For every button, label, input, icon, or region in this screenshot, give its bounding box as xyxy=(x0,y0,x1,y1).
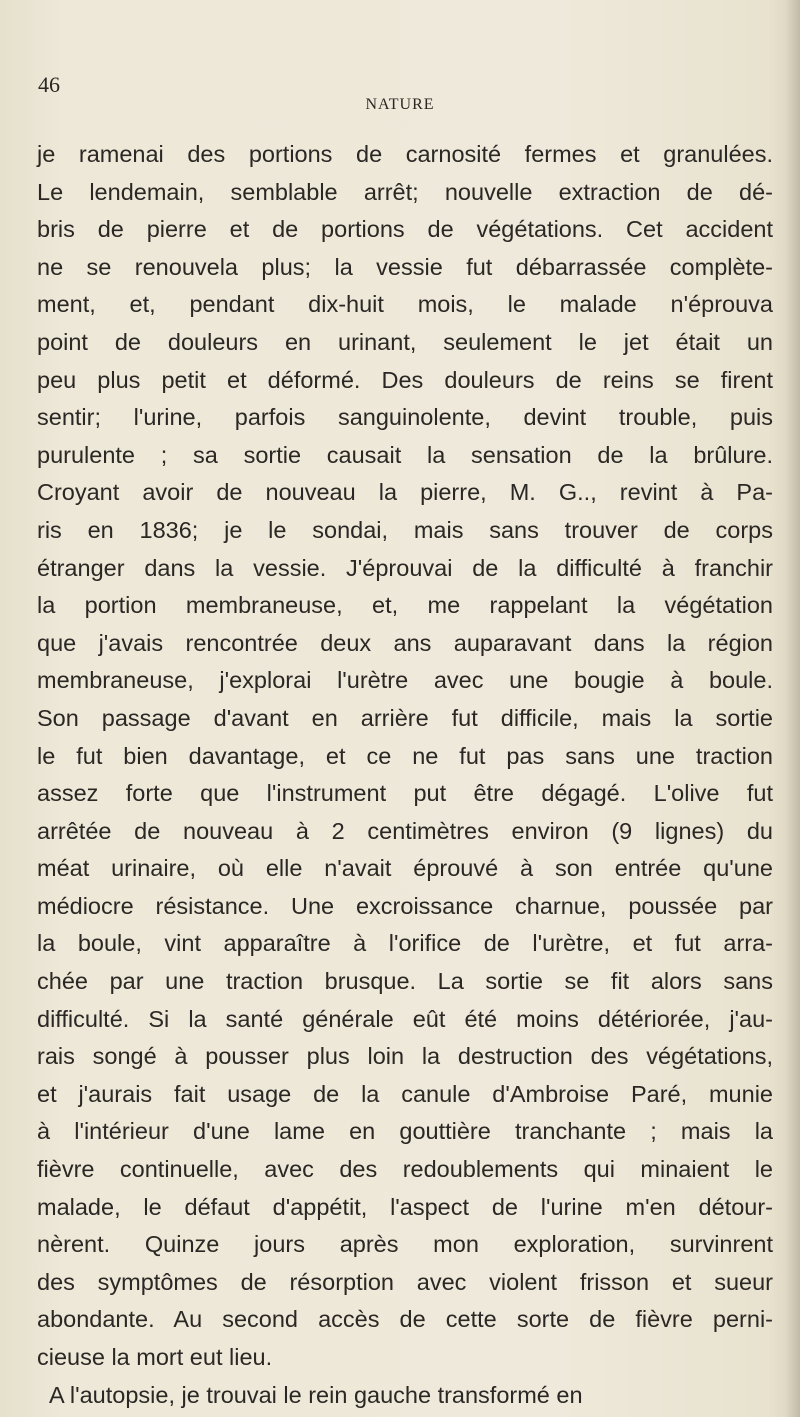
text-line: bris de pierre et de portions de végétations. Cet accident xyxy=(37,216,773,243)
running-head: NATURE xyxy=(365,96,435,113)
text-line: ne se renouvela plus; la vessie fut débarrassée complète- xyxy=(37,253,773,280)
text-line: chée par une traction brusque. La sortie se fit alors sans xyxy=(37,968,773,995)
text-line: point de douleurs en urinant, seulement le jet était un xyxy=(37,328,773,355)
text-line: le fut bien davantage, et ce ne fut pas sans une traction xyxy=(37,742,773,769)
page-number: 46 xyxy=(38,72,60,97)
text-line: Le lendemain, semblable arrêt; nouvelle extraction de dé- xyxy=(37,178,773,205)
text-line: nèrent. Quinze jours après mon exploration, survinrent xyxy=(37,1231,773,1258)
text-line: fièvre continuelle, avec des redoublements qui minaient le xyxy=(37,1156,773,1183)
text-line: assez forte que l'instrument put être dégagé. L'olive fut xyxy=(37,780,773,807)
text-line: méat urinaire, où elle n'avait éprouvé à son entrée qu'une xyxy=(37,855,773,882)
page-edge-shadow xyxy=(786,0,800,1417)
text-line: la boule, vint apparaître à l'orifice de l'urètre, et fut arra- xyxy=(37,930,773,957)
text-line: abondante. Au second accès de cette sorte de fièvre perni- xyxy=(37,1306,773,1333)
text-line: sentir; l'urine, parfois sanguinolente, devint trouble, puis xyxy=(37,404,773,431)
text-line: arrêtée de nouveau à 2 centimètres environ (9 lignes) du xyxy=(37,817,773,844)
text-line: difficulté. Si la santé générale eût été moins détériorée, j'au- xyxy=(37,1005,773,1032)
text-line: ment, et, pendant dix-huit mois, le malade n'éprouva xyxy=(37,291,773,318)
text-line: rais songé à pousser plus loin la destruction des végétations, xyxy=(37,1043,773,1070)
body-text xyxy=(37,136,773,1414)
text-line: membraneuse, j'explorai l'urètre avec une bougie à boule. xyxy=(37,667,773,694)
text-line: purulente ; sa sortie causait la sensation de la brûlure. xyxy=(37,441,773,468)
text-line: étranger dans la vessie. J'éprouvai de la difficulté à franchir xyxy=(37,554,773,581)
text-line: peu plus petit et déformé. Des douleurs de reins se firent xyxy=(37,366,773,393)
text-line: cieuse la mort eut lieu. xyxy=(37,1344,273,1370)
text-line: malade, le défaut d'appétit, l'aspect de l'urine m'en détour- xyxy=(37,1193,773,1220)
text-line: ris en 1836; je le sondai, mais sans trouver de corps xyxy=(37,516,773,543)
text-line: Son passage d'avant en arrière fut difficile, mais la sortie xyxy=(37,704,773,731)
text-line: la portion membraneuse, et, me rappelant la végétation xyxy=(37,592,773,619)
text-line: des symptômes de résorption avec violent frisson et sueur xyxy=(37,1268,773,1295)
text-line: A l'autopsie, je trouvai le rein gauche transformé en xyxy=(49,1381,583,1408)
text-line: à l'intérieur d'une lame en gouttière tranchante ; mais la xyxy=(37,1118,773,1145)
text-line: je ramenai des portions de carnosité fermes et granulées. xyxy=(37,141,773,167)
text-line: que j'avais rencontrée deux ans auparavant dans la région xyxy=(37,629,773,656)
text-line: Croyant avoir de nouveau la pierre, M. G.., revint à Pa- xyxy=(37,479,773,506)
text-line: médiocre résistance. Une excroissance charnue, poussée par xyxy=(37,892,773,919)
text-line: et j'aurais fait usage de la canule d'Ambroise Paré, munie xyxy=(37,1080,773,1107)
